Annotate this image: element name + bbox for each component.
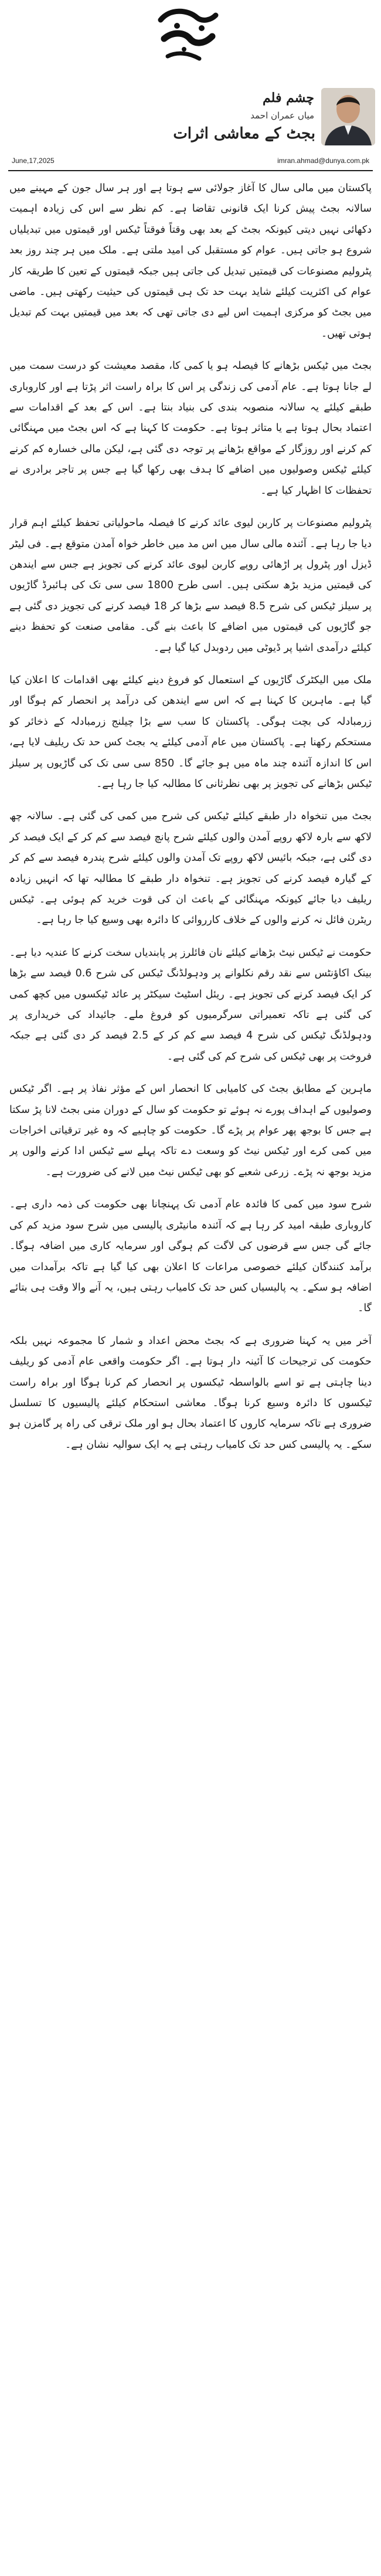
dunya-logo-icon [147, 2, 229, 72]
author-email: imran.ahmad@dunya.com.pk [277, 157, 369, 165]
article-paragraph: آخر میں یہ کہنا ضروری ہے کہ بجٹ محض اعداد و شمار کا مجموعہ نہیں بلکہ حکومت کی ترجیحات کا آئینہ دار ہوتا ہے۔ اگر حکومت واقعی عام آدمی کو ریلیف دینا چاہتی ہے تو اسے بالواسطہ ٹیکسوں پر انحصار کم کرنا ہوگا اور براہ راست ٹیکسوں کا دائرہ وسیع کرنا ہوگا۔ معاشی استحکام کیلئے پالیسیوں کا تسلسل ضروری ہے تاکہ سرمایہ کاروں کا اعتماد بحال ہو اور ملک ترقی کی راہ پر گامزن ہو سکے۔ یہ پالیسی کس حد تک کامیاب رہتی ہے یہ ایک سوالیہ نشان ہے۔ [9, 1335, 372, 1451]
article-paragraph: حکومت نے ٹیکس نیٹ بڑھانے کیلئے نان فائلرز پر پابندیاں سخت کرنے کا عندیہ دیا ہے۔ بینک اکاؤنٹس سے نقد رقم نکلوانے پر ودہولڈنگ ٹیکس کی شرح 0.6 فیصد سے بڑھا کر ایک فیصد کرنے کی تجویز ہے۔ ریئل اسٹیٹ سیکٹر پر عائد ٹیکسوں میں کچھ کمی کی گئی ہے تاکہ تعمیراتی سرگرمیوں کو فروغ ملے۔ جائیداد کی خریداری پر ودہولڈنگ ٹیکس کی شرح 4 فیصد سے کم کر کے 2.5 فیصد کر دی گئی ہے جبکہ فروخت پر بھی ٹیکس کی شرح کم کی گئی ہے۔ [9, 946, 372, 1063]
article-paragraph: شرح سود میں کمی کا فائدہ عام آدمی تک پہنچانا بھی حکومت کی ذمہ داری ہے۔ کاروباری طبقہ امید کر رہا ہے کہ آئندہ مانیٹری پالیسی میں شرح سود مزید کم کی جائے گی جس سے قرضوں کی لاگت کم ہوگی اور سرمایہ کاری میں اضافہ ہوگا۔ برآمد کنندگان کیلئے خصوصی مراعات کا اعلان بھی کیا گیا ہے تاکہ برآمدات میں اضافہ ہو سکے۔ یہ پالیسیاں کس حد تک کامیاب رہتی ہیں، یہ آنے والا وقت ہی بتائے گا۔ [9, 1199, 372, 1315]
article-body [9, 178, 372, 2565]
meta-row [8, 155, 373, 171]
column-name: چشم فلم [263, 90, 314, 106]
author-name: میاں عمران احمد [250, 110, 314, 121]
article-paragraph: پاکستان میں مالی سال کا آغاز جولائی سے ہوتا ہے اور ہر سال جون کے مہینے میں سالانہ بجٹ پیش کرنا ایک قانونی تقاضا ہے۔ کم نظر سے اس کی زیادہ اہمیت دکھائی نہیں دیتی کیونکہ بجٹ کے بعد بھی وقتاً فوقتاً ٹیکس اور قیمتوں میں تبدیلیاں شروع ہو جاتی ہیں۔ عوام کو مستقبل کی امید ملتی ہے۔ ملک میں ہر چند روز بعد پٹرولیم مصنوعات کی قیمتیں تبدیل کی جاتی ہیں جبکہ قیمتوں کے تعین کا طریقہ کار عوام کی اکثریت کیلئے شاید بہت حد تک ہی قیمتوں کی حیثیت رکھتی ہیں۔ ماضی میں بجٹ کو مرکزی اہمیت اس لیے دی جاتی تھی کہ بعد میں قیمتیں بہت کم تبدیل ہوتی تھیں۔ [9, 182, 372, 340]
dunya-logo [147, 2, 229, 72]
article-paragraph: بجٹ میں تنخواہ دار طبقے کیلئے ٹیکس کی شرح میں کمی کی گئی ہے۔ سالانہ چھ لاکھ سے بارہ لاکھ روپے آمدن والوں کیلئے شرح پانچ فیصد سے کم کر کے ایک فیصد کر دی گئی ہے، جبکہ بائیس لاکھ روپے تک آمدن والوں کیلئے شرح پندرہ فیصد سے کم کر کے گیارہ فیصد کرنے کی تجویز ہے۔ تنخواہ دار طبقے کا مطالبہ تھا کہ انہیں زیادہ ریلیف دیا جائے کیونکہ مہنگائی کے باعث ان کی قوت خرید کم ہوئی ہے۔ ٹیکس ریٹرن فائل نہ کرنے والوں کے خلاف کارروائی کا دائرہ بھی وسیع کیا جا رہا ہے۔ [9, 810, 372, 926]
article-paragraph: بجٹ میں ٹیکس بڑھانے کا فیصلہ ہو یا کمی کا، مقصد معیشت کو درست سمت میں لے جانا ہوتا ہے۔ عام آدمی کی زندگی پر اس کا براہ راست اثر پڑتا ہے اور کاروباری طبقے کیلئے یہ سالانہ منصوبہ بندی کی بنیاد بنتا ہے۔ اس کے بعد کے اقدامات سے اعتماد بحال ہوتا ہے یا متاثر ہوتا ہے۔ حکومت کا کہنا ہے کہ اس بجٹ میں مہنگائی کم کرنے اور روزگار کے مواقع بڑھانے پر توجہ دی گئی ہے، لیکن مالی خسارہ کم کرنے کیلئے ٹیکس وصولیوں میں اضافے کا ہدف بھی رکھا گیا ہے جس پر تاجر برادری نے تحفظات کا اظہار کیا ہے۔ [9, 360, 372, 497]
article-title: بجٹ کے معاشی اثرات [173, 125, 315, 142]
masthead [0, 0, 381, 99]
article-paragraph: ملک میں الیکٹرک گاڑیوں کے استعمال کو فروغ دینے کیلئے بھی اقدامات کا اعلان کیا گیا ہے۔ ماہرین کا کہنا ہے کہ اس سے ایندھن کی درآمد پر انحصار کم ہوگا اور زرمبادلہ کی بچت ہوگی۔ پاکستان کا سب سے بڑا چیلنج زرمبادلہ کے ذخائر کو مستحکم رکھنا ہے۔ پاکستان میں عام آدمی کیلئے یہ بجٹ کس حد تک ریلیف لایا ہے، اس کا اندازہ آئندہ چند ماہ میں ہو جائے گا۔ 850 سی سی تک کی گاڑیوں پر سیلز ٹیکس بڑھانے کی تجویز پر بھی نظرثانی کا مطالبہ کیا جا رہا ہے۔ [9, 674, 372, 790]
title-band [35, 120, 375, 153]
publish-date: June,17,2025 [12, 157, 55, 165]
article-paragraph: پٹرولیم مصنوعات پر کاربن لیوی عائد کرنے کا فیصلہ ماحولیاتی تحفظ کیلئے اہم قرار دیا جا رہا ہے۔ آئندہ مالی سال میں اس مد میں خاطر خواہ آمدن متوقع ہے۔ فی لیٹر ڈیزل اور پٹرول پر اڑھائی روپے کاربن لیوی عائد کرنے کی تجویز ہے جس سے ایندھن کی قیمتیں مزید بڑھ سکتی ہیں۔ اسی طرح 1800 سی سی تک کی ہائبرڈ گاڑیوں پر سیلز ٹیکس کی شرح 8.5 فیصد سے بڑھا کر 18 فیصد کرنے کی تجویز دی گئی ہے جو گاڑیوں کی قیمتوں میں اضافے کا باعث بنے گی۔ مقامی صنعت کو تحفظ دینے کیلئے درآمدی اشیا پر ڈیوٹی میں ردوبدل کیا گیا ہے۔ [9, 517, 372, 654]
article-paragraph: ماہرین کے مطابق بجٹ کی کامیابی کا انحصار اس کے مؤثر نفاذ پر ہے۔ اگر ٹیکس وصولیوں کے اہداف پورے نہ ہوئے تو حکومت کو سال کے دوران منی بجٹ لانا پڑ سکتا ہے جس کا بوجھ پھر عوام پر پڑے گا۔ حکومت کو چاہیے کہ وہ غیر ترقیاتی اخراجات میں کمی کرے اور ٹیکس نیٹ کو وسعت دے تاکہ پہلے سے ٹیکس ادا کرنے والوں پر مزید بوجھ نہ پڑے۔ زرعی شعبے کو بھی ٹیکس نیٹ میں لانے کی ضرورت ہے۔ [9, 1083, 372, 1178]
